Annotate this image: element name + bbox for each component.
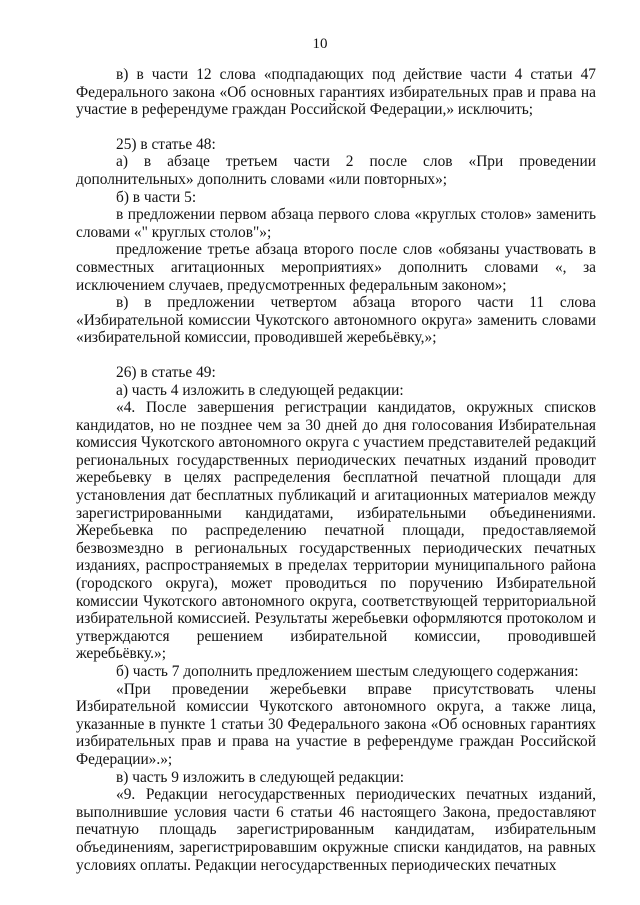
paragraph-item-26v: в) часть 9 изложить в следующей редакции: — [116, 768, 405, 786]
page-number: 10 — [312, 36, 328, 52]
paragraph-item-25b-first: в предложении первом абзаца первого слова «круглых столов» заменить словами «" круглых столов"»; — [76, 206, 596, 241]
document-body — [76, 66, 596, 874]
paragraph-item-25b-second: предложение третье абзаца второго после слов «обязаны участвовать в совместных агитационных мероприятиях» дополнить словами «, за исключением случаев, предусмотренных федеральным законом»; — [76, 241, 596, 294]
paragraph-item-25v: в) в предложении четвертом абзаца второго части 11 слова «Избирательной комиссии Чукотского автономного округа» заменить словами «избирательной комиссии, проводившей жеребьёвку,»; — [76, 294, 596, 347]
paragraph-part-9-text: «9. Редакции негосударственных периодических печатных изданий, выполнившие условия части 6 статьи 46 настоящего Закона, предоставляют печатную площадь зарегистрированным кандидатам, избирательным объединениям, зарегистрировавшим окружные списки кандидатов, на равных условиях оплаты. Редакции негосударственных периодических печатных — [76, 786, 596, 874]
paragraph-item-25a: а) в абзаце третьем части 2 после слов «При проведении дополнительных» дополнить словами «или повторных»; — [76, 153, 596, 188]
paragraph-item-26b: б) часть 7 дополнить предложением шестым следующего содержания: — [116, 663, 579, 680]
paragraph-amendment-24v: в) в части 12 слова «подпадающих под действие части 4 статьи 47 Федерального закона «Об основных гарантиях избирательных прав и права на участие в референдуме граждан Российской Федерации,» исключить; — [76, 66, 596, 119]
paragraph-item-26a: а) часть 4 изложить в следующей редакции: — [116, 381, 404, 399]
paragraph-item-25-heading: 25) в статье 48: — [116, 135, 216, 153]
paragraph-part-4-text: «4. После завершения регистрации кандидатов, окружных списков кандидатов, но не позднее чем за 30 дней до дня голосования Избирательная комиссия Чукотского автономного округа с участием представителей редакций региональных государственных периодических печатных изданий проводит жеребьевку в целях распределения бесплатной печатной площади для установления дат бесплатных публикаций и агитационных материалов между зарегистрированными кандидатами, избирательными объединениями. Жеребьевка по распределению печатной площади, предоставляемой безвозмездно в региональных государственных периодических печатных изданиях, распространяемых в пределах территории муниципального района (городского округа), может проводиться по поручению Избирательной комиссии Чукотского автономного округа, соответствующей территориальной избирательной комиссией. Результаты жеребьевки оформляются протоколом и утверждаются решением избирательной комиссии, проводившей жеребьёвку.»; — [76, 399, 596, 663]
paragraph-item-25b-heading: б) в части 5: — [116, 188, 197, 206]
paragraph-part-7-addition: «При проведении жеребьевки вправе присутствовать члены Избирательной комиссии Чукотского автономного округа, а также лица, указанные в пункте 1 статьи 30 Федерального закона «Об основных гарантиях избирательных прав и права на участие в референдуме граждан Российской Федерации».»; — [76, 680, 596, 768]
paragraph-item-26-heading: 26) в статье 49: — [116, 363, 216, 381]
